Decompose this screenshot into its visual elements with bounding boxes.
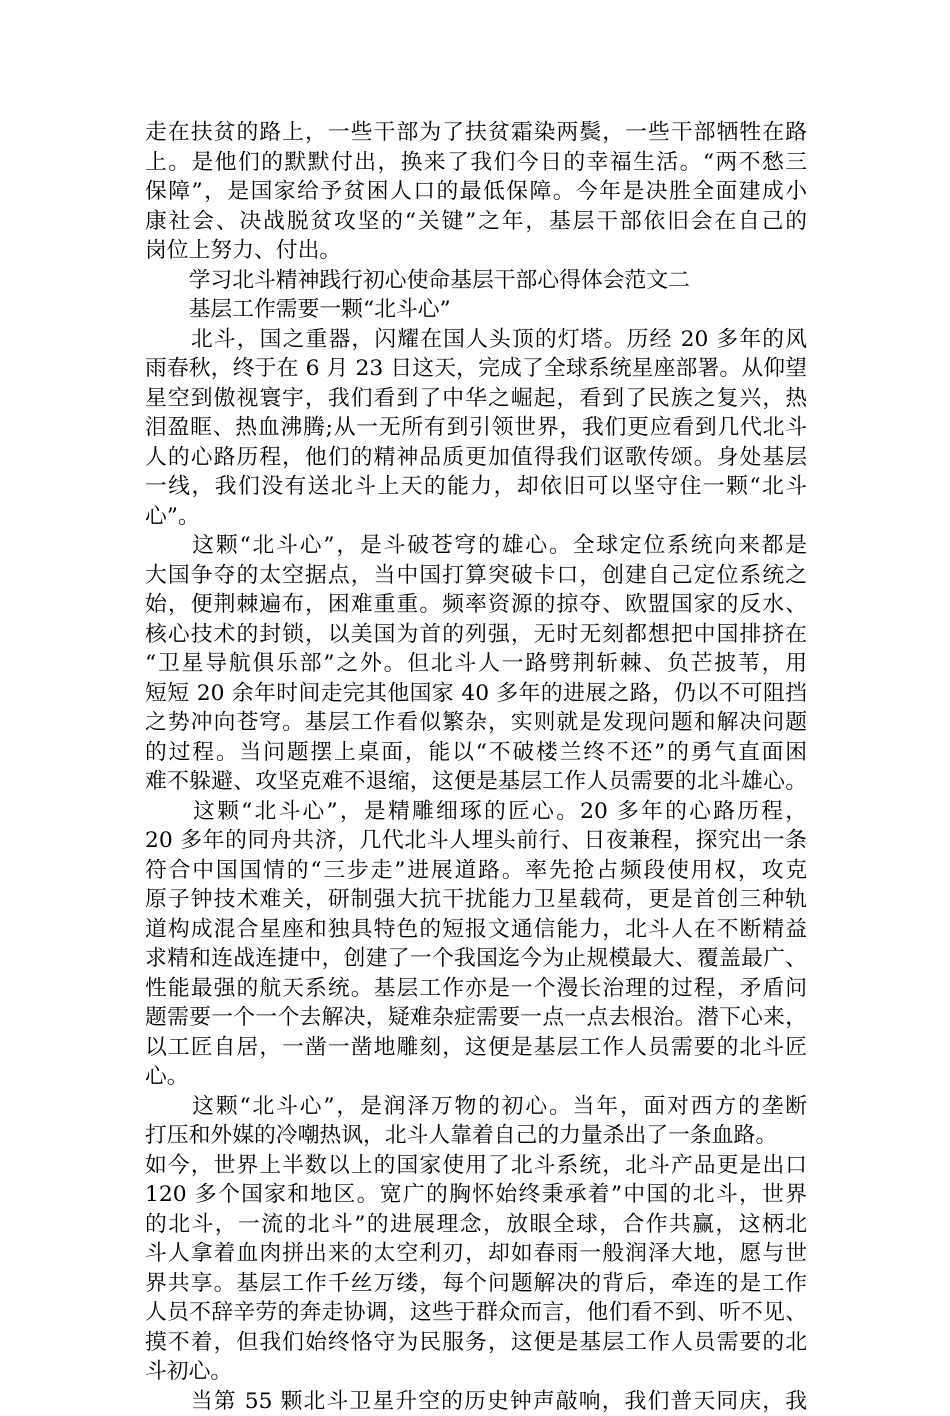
text-line: 的北斗，一流的北斗”的进展理念，放眼全球，合作共赢，这柄北 — [145, 1210, 807, 1240]
text-line: 人员不辞辛劳的奔走协调，这些于群众而言，他们看不到、听不见、 — [145, 1298, 807, 1328]
text-line: 题需要一个一个去解决，疑难杂症需要一点一点去根治。潜下心来， — [145, 1003, 807, 1033]
text-line: 走在扶贫的路上，一些干部为了扶贫霜染两鬓，一些干部牺牲在路 — [145, 118, 807, 148]
text-line: 摸不着，但我们始终恪守为民服务，这便是基层工作人员需要的北 — [145, 1328, 807, 1358]
text-line: 性能最强的航天系统。基层工作亦是一个漫长治理的过程，矛盾问 — [145, 974, 807, 1004]
text-line: 求精和连战连捷中，创建了一个我国迄今为止规模最大、覆盖最广、 — [145, 944, 807, 974]
text-line: 核心技术的封锁，以美国为首的列强，无时无刻都想把中国排挤在 — [145, 620, 807, 650]
text-line: 心。 — [145, 1062, 807, 1092]
text-line: 界共享。基层工作千丝万缕，每个问题解决的背后，牵连的是工作 — [145, 1269, 807, 1299]
text-line: 道构成混合星座和独具特色的短报文通信能力，北斗人在不断精益 — [145, 915, 807, 945]
text-line: 当第 55 颗北斗卫星升空的历史钟声敲响，我们普天同庆，我 — [145, 1387, 807, 1416]
text-line: 岗位上努力、付出。 — [145, 236, 807, 266]
text-line: 星空到傲视寰宇，我们看到了中华之崛起，看到了民族之复兴，热 — [145, 384, 807, 414]
text-line: 以工匠自居，一凿一凿地雕刻，这便是基层工作人员需要的北斗匠 — [145, 1033, 807, 1063]
document-body — [145, 118, 807, 1416]
text-line: 这颗“北斗心”，是润泽万物的初心。当年，面对西方的垄断 — [145, 1092, 807, 1122]
text-line: 原子钟技术难关，研制强大抗干扰能力卫星载荷，更是首创三种轨 — [145, 885, 807, 915]
text-line: 一线，我们没有送北斗上天的能力，却依旧可以坚守住一颗“北斗 — [145, 472, 807, 502]
text-line: 保障”，是国家给予贫困人口的最低保障。今年是决胜全面建成小 — [145, 177, 807, 207]
text-line: 这颗“北斗心”，是精雕细琢的匠心。20 多年的心路历程， — [145, 797, 807, 827]
text-line: 基层工作需要一颗“北斗心” — [145, 295, 807, 325]
text-line: 120 多个国家和地区。宽广的胸怀始终秉承着”中国的北斗，世界 — [145, 1180, 807, 1210]
text-line: “卫星导航俱乐部”之外。但北斗人一路劈荆斩棘、负芒披苇，用 — [145, 649, 807, 679]
text-line: 短短 20 余年时间走完其他国家 40 多年的进展之路，仍以不可阻挡 — [145, 679, 807, 709]
text-line: 20 多年的同舟共济，几代北斗人埋头前行、日夜兼程，探究出一条 — [145, 826, 807, 856]
text-line: 符合中国国情的“三步走”进展道路。率先抢占频段使用权，攻克 — [145, 856, 807, 886]
text-line: 始，便荆棘遍布，困难重重。频率资源的掠夺、欧盟国家的反水、 — [145, 590, 807, 620]
text-line: 雨春秋，终于在 6 月 23 日这天，完成了全球系统星座部署。从仰望 — [145, 354, 807, 384]
text-line: 如今，世界上半数以上的国家使用了北斗系统，北斗产品更是出口 — [145, 1151, 807, 1181]
text-line: 学习北斗精神践行初心使命基层干部心得体会范文二 — [145, 266, 807, 296]
text-line: 这颗“北斗心”，是斗破苍穹的雄心。全球定位系统向来都是 — [145, 531, 807, 561]
text-line: 难不躲避、攻坚克难不退缩，这便是基层工作人员需要的北斗雄心。 — [145, 767, 807, 797]
text-line: 上。是他们的默默付出，换来了我们今日的幸福生活。“两不愁三 — [145, 148, 807, 178]
text-line: 大国争夺的太空据点，当中国打算突破卡口，创建自己定位系统之 — [145, 561, 807, 591]
text-line: 打压和外媒的冷嘲热讽，北斗人靠着自己的力量杀出了一条血路。 — [145, 1121, 807, 1151]
text-line: 的过程。当问题摆上桌面，能以“不破楼兰终不还”的勇气直面困 — [145, 738, 807, 768]
text-line: 之势冲向苍穹。基层工作看似繁杂，实则就是发现问题和解决问题 — [145, 708, 807, 738]
text-line: 斗初心。 — [145, 1357, 807, 1387]
text-line: 心”。 — [145, 502, 807, 532]
text-line: 斗人拿着血肉拼出来的太空利刃，却如春雨一般润泽大地，愿与世 — [145, 1239, 807, 1269]
text-line: 康社会、决战脱贫攻坚的“关键”之年，基层干部依旧会在自己的 — [145, 207, 807, 237]
text-line: 人的心路历程，他们的精神品质更加值得我们讴歌传颂。身处基层 — [145, 443, 807, 473]
text-line: 泪盈眶、热血沸腾;从一无所有到引领世界，我们更应看到几代北斗 — [145, 413, 807, 443]
text-line: 北斗，国之重器，闪耀在国人头顶的灯塔。历经 20 多年的风 — [145, 325, 807, 355]
